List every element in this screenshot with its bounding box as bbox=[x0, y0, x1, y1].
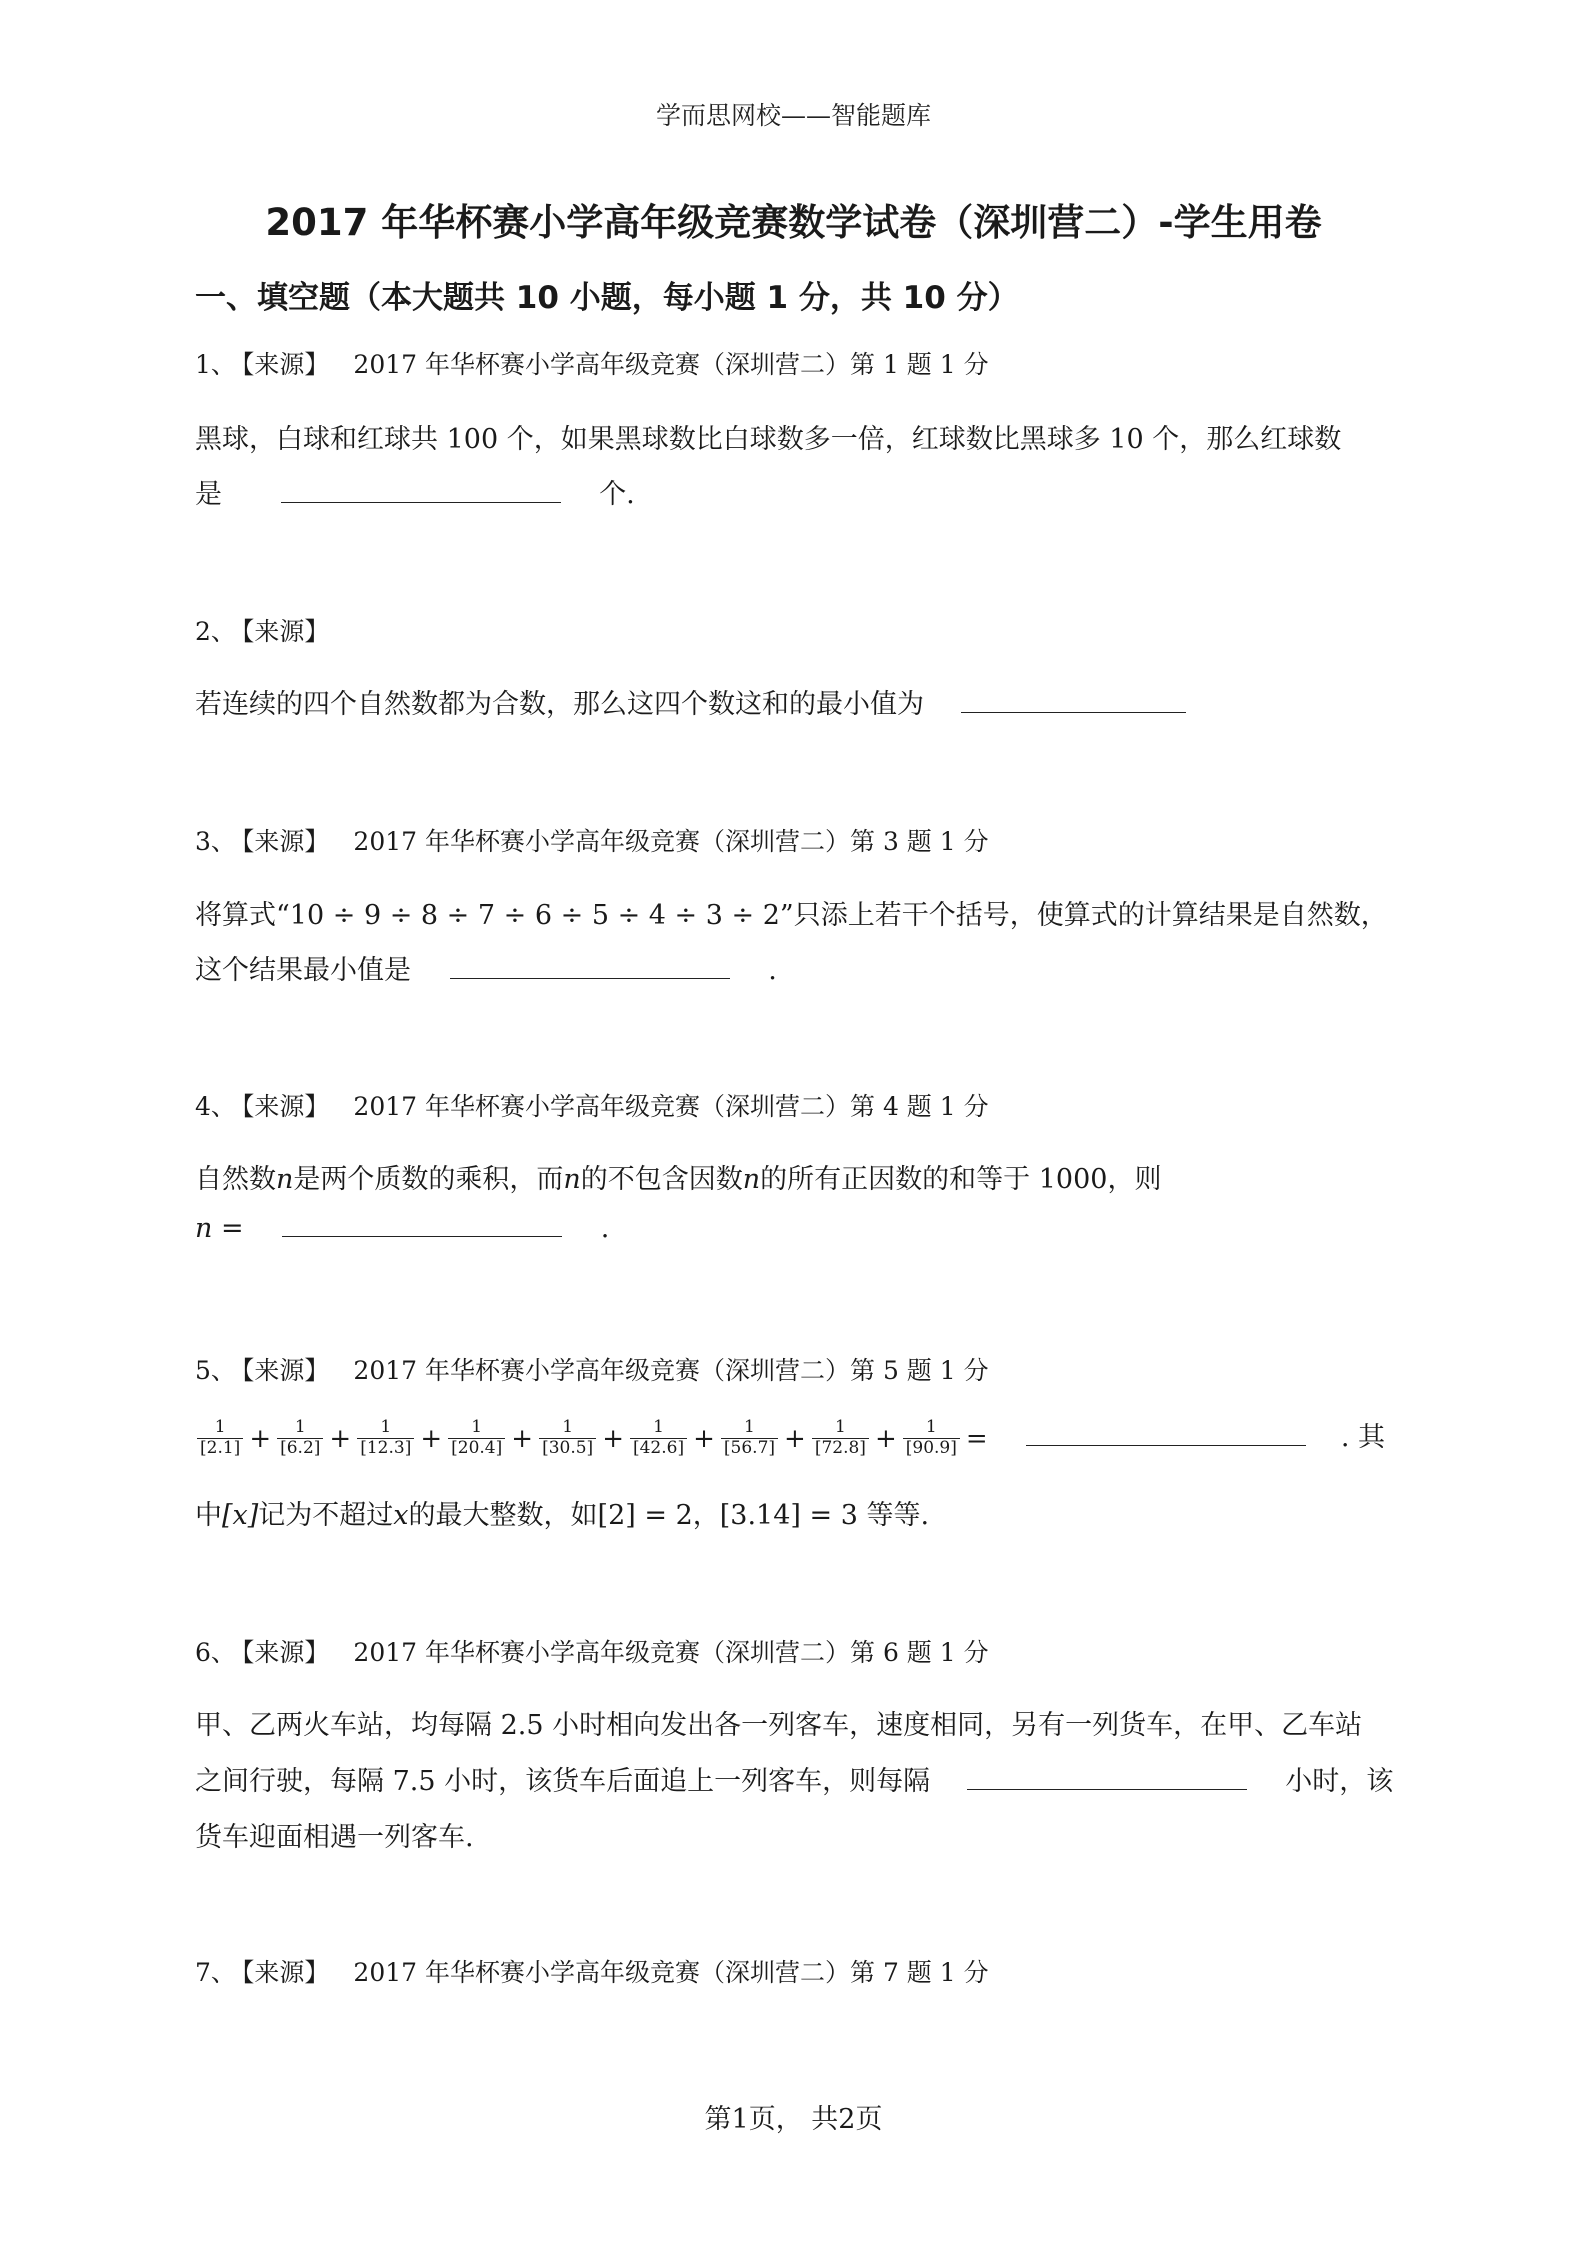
fraction bbox=[539, 1418, 596, 1458]
answer-blank[interactable] bbox=[450, 958, 730, 979]
page-title: 2017 年华杯赛小学高年级竞赛数学试卷（深圳营二）-学生用卷 bbox=[265, 201, 1322, 244]
question-source: 2017 年华杯赛小学高年级竞赛（深圳营二）第 5 题 1 分 bbox=[353, 1356, 989, 1385]
fraction-numerator: 1 bbox=[277, 1418, 323, 1439]
variable-n: n bbox=[276, 1164, 294, 1195]
fraction-denominator: [6.2] bbox=[280, 1438, 321, 1458]
question-source: 2017 年华杯赛小学高年级竞赛（深圳营二）第 6 题 1 分 bbox=[353, 1638, 989, 1667]
fraction-denominator: [42.6] bbox=[632, 1438, 685, 1458]
source-tag: 【来源】 bbox=[241, 1638, 330, 1667]
fraction-denominator: [56.7] bbox=[723, 1438, 776, 1458]
fraction bbox=[812, 1418, 869, 1458]
fraction-numerator: 1 bbox=[357, 1418, 414, 1439]
fraction bbox=[630, 1418, 687, 1458]
question-3-header bbox=[195, 822, 989, 858]
answer-blank[interactable] bbox=[1026, 1425, 1306, 1446]
fraction-denominator: [2.1] bbox=[200, 1438, 241, 1458]
answer-blank[interactable] bbox=[961, 692, 1186, 713]
fraction-numerator: 1 bbox=[630, 1418, 687, 1439]
question-4-line2: n = . bbox=[195, 1213, 610, 1244]
question-1-text: 黑球，白球和红球共 100 个，如果黑球数比白球数多一倍，红球数比黑球多 10 个，那么红球数 bbox=[195, 424, 1342, 455]
question-3-line2: 这个结果最小值是 . bbox=[195, 955, 777, 986]
fraction-numerator: 1 bbox=[721, 1418, 778, 1439]
fraction-denominator: [20.4] bbox=[451, 1438, 503, 1458]
answer-blank[interactable] bbox=[967, 1769, 1247, 1790]
fraction bbox=[197, 1418, 243, 1458]
question-source: 2017 年华杯赛小学高年级竞赛（深圳营二）第 4 题 1 分 bbox=[353, 1092, 989, 1121]
fraction-numerator: 1 bbox=[448, 1418, 505, 1439]
question-number: 5、 bbox=[195, 1356, 236, 1385]
fraction-numerator: 1 bbox=[197, 1418, 243, 1439]
question-5-formula: $\frac{1}{[2.1]}$ + $\frac{1}{[6.2]}$ + $\frac{1}{[12.3]}$ + $\frac{1}{[20.4]}$ + $\frac{1}{[30.5]}$ + $\frac{1}{[42.6]}$ + $\frac{1}{[56.7]}$ + $\frac{1}{[72.8]}$ + $\frac{1}{[90.9]}$ = . 其 bbox=[195, 1415, 1385, 1459]
question-2-text: 若连续的四个自然数都为合数，那么这四个数这和的最小值为 bbox=[195, 682, 1186, 721]
fraction-denominator: [90.9] bbox=[905, 1438, 957, 1458]
fraction bbox=[903, 1418, 960, 1458]
fraction-numerator: 1 bbox=[812, 1418, 869, 1439]
plus-sign: + bbox=[602, 1423, 624, 1454]
question-6-line2: 之间行驶，每隔 7.5 小时，该货车后面追上一列客车，则每隔 小时，该 bbox=[195, 1766, 1394, 1797]
source-tag: 【来源】 bbox=[241, 350, 330, 379]
question-source: 2017 年华杯赛小学高年级竞赛（深圳营二）第 3 题 1 分 bbox=[353, 827, 989, 856]
question-number: 4、 bbox=[195, 1092, 236, 1121]
answer-blank[interactable] bbox=[281, 482, 561, 503]
fraction-denominator: [12.3] bbox=[360, 1438, 412, 1458]
question-5-line2: 中[x]记为不超过x的最大整数，如[2] = 2，[3.14] = 3 等等. bbox=[195, 1500, 930, 1531]
plus-sign: + bbox=[511, 1423, 534, 1454]
page-header: 学而思网校——智能题库 bbox=[655, 101, 931, 130]
question-6-line3: 货车迎面相遇一列客车. bbox=[195, 1822, 474, 1853]
source-tag: 【来源】 bbox=[241, 827, 330, 856]
fraction-numerator: 1 bbox=[539, 1418, 596, 1439]
question-4-text: 自然数n是两个质数的乘积，而n的不包含因数n的所有正因数的和等于 1000，则 bbox=[195, 1164, 1162, 1195]
fraction-denominator: [30.5] bbox=[542, 1438, 594, 1458]
plus-sign: + bbox=[874, 1423, 897, 1454]
source-tag: 【来源】 bbox=[241, 617, 330, 646]
fraction-denominator: [72.8] bbox=[814, 1438, 866, 1458]
question-source: 2017 年华杯赛小学高年级竞赛（深圳营二）第 1 题 1 分 bbox=[353, 350, 989, 379]
plus-sign: + bbox=[693, 1423, 715, 1454]
question-4-header bbox=[195, 1087, 989, 1123]
plus-sign: + bbox=[784, 1423, 806, 1454]
question-number: 2、 bbox=[195, 617, 236, 646]
question-1-line2: 是 个. bbox=[195, 479, 635, 510]
section-heading: 一、填空题（本大题共 10 小题，每小题 1 分，共 10 分） bbox=[195, 280, 1019, 316]
fraction bbox=[277, 1418, 323, 1458]
fraction-numerator: 1 bbox=[903, 1418, 960, 1439]
question-number: 1、 bbox=[195, 350, 236, 379]
question-6-text: 甲、乙两火车站，均每隔 2.5 小时相向发出各一列客车，速度相同，另有一列货车，在甲、乙车站 bbox=[195, 1710, 1363, 1741]
question-number: 3、 bbox=[195, 827, 236, 856]
variable-n: n bbox=[742, 1164, 761, 1195]
plus-sign: + bbox=[420, 1423, 443, 1454]
variable-n: n bbox=[563, 1164, 581, 1195]
source-tag: 【来源】 bbox=[241, 1356, 330, 1385]
question-number: 6、 bbox=[195, 1638, 236, 1667]
fraction bbox=[721, 1418, 778, 1458]
question-source: 2017 年华杯赛小学高年级竞赛（深圳营二）第 7 题 1 分 bbox=[353, 1958, 989, 1987]
plus-sign: + bbox=[249, 1423, 272, 1454]
source-tag: 【来源】 bbox=[241, 1092, 330, 1121]
question-7-header bbox=[195, 1953, 989, 1989]
question-6-header bbox=[195, 1633, 989, 1669]
question-1-header bbox=[195, 345, 989, 381]
page-footer: 第1页， 共2页 bbox=[704, 2104, 883, 2135]
source-tag: 【来源】 bbox=[241, 1958, 330, 1987]
question-number: 7、 bbox=[195, 1958, 236, 1987]
answer-blank[interactable] bbox=[282, 1216, 562, 1237]
fraction bbox=[448, 1418, 505, 1458]
question-3-text: 将算式“10 ÷ 9 ÷ 8 ÷ 7 ÷ 6 ÷ 5 ÷ 4 ÷ 3 ÷ 2”只添上若干个括号，使算式的计算结果是自然数， bbox=[195, 900, 1388, 931]
question-2-header bbox=[195, 612, 329, 648]
fraction bbox=[357, 1418, 414, 1458]
equals-sign: = bbox=[965, 1423, 988, 1454]
question-5-header bbox=[195, 1351, 989, 1387]
plus-sign: + bbox=[329, 1423, 352, 1454]
